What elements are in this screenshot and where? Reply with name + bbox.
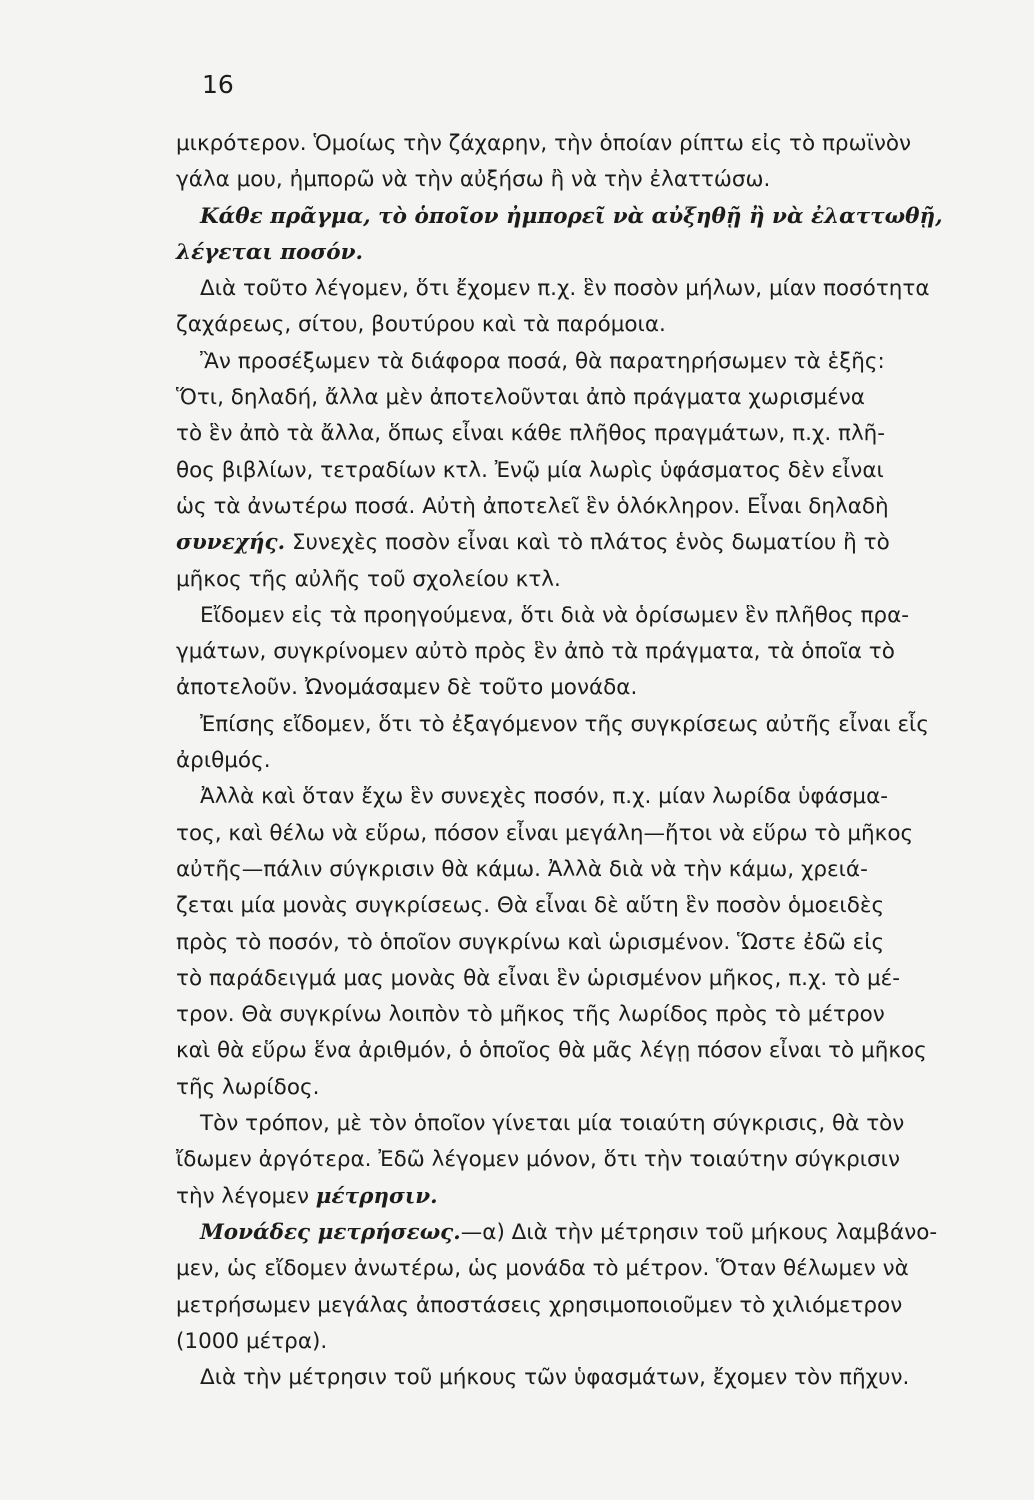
line-text: ὡς τὰ ἀνωτέρω ποσά. Αὐτὴ ἀποτελεῖ ἓν ὁλόκληρον. Εἶναι δηλαδὴ <box>176 493 889 519</box>
text-line <box>176 888 1010 924</box>
text-line <box>176 307 1010 343</box>
text-line <box>176 1288 1010 1324</box>
text-line <box>176 235 1010 271</box>
text-line <box>176 453 1010 489</box>
emphasized-term: Μονάδες μετρήσεως. <box>200 1219 461 1245</box>
line-text: καὶ θὰ εὕρω ἕνα ἀριθμόν, ὁ ὁποῖος θὰ μᾶς λέγῃ πόσον εἶναι τὸ μῆκος <box>176 1038 927 1064</box>
text-line <box>176 1251 1010 1287</box>
page-number: 16 <box>202 70 234 99</box>
line-text: τὸ ἓν ἀπὸ τὰ ἄλλα, ὅπως εἶναι κάθε πλῆθος πραγμάτων, π.χ. πλῆ- <box>176 421 886 447</box>
emphasized-term: λέγεται ποσόν. <box>176 239 363 265</box>
line-text: μῆκος τῆς αὐλῆς τοῦ σχολείου κτλ. <box>176 566 561 592</box>
text-line <box>176 1142 1010 1178</box>
emphasized-term: συνεχής. <box>176 530 286 556</box>
text-line <box>176 199 1010 235</box>
text-line <box>176 562 1010 598</box>
text-line <box>176 380 1010 416</box>
text-line <box>176 743 1010 779</box>
line-text: Ἐπίσης εἴδομεν, ὅτι τὸ ἐξαγόμενον τῆς συγκρίσεως αὐτῆς εἶναι εἷς <box>200 711 929 737</box>
text-line <box>176 1215 1010 1251</box>
text-line <box>176 997 1010 1033</box>
line-text: Διὰ τοῦτο λέγομεν, ὅτι ἔχομεν π.χ. ἓν ποσὸν μήλων, μίαν ποσότητα <box>200 276 930 302</box>
line-text: —α) Διὰ τὴν μέτρησιν τοῦ μήκους λαμβάνο- <box>460 1219 938 1245</box>
line-text: (1000 μέτρα). <box>176 1328 328 1354</box>
line-text: τος, καὶ θέλω νὰ εὕρω, πόσον εἶναι μεγάλη—ἤτοι νὰ εὕρω τὸ μῆκος <box>176 820 914 846</box>
line-text: μετρήσωμεν μεγάλας ἀποστάσεις χρησιμοποιοῦμεν τὸ χιλιόμετρον <box>176 1292 903 1318</box>
line-text: αὐτῆς—πάλιν σύγκρισιν θὰ κάμω. Ἀλλὰ διὰ νὰ τὴν κάμω, χρειά- <box>176 856 868 882</box>
line-text: ἀποτελοῦν. Ὠνομάσαμεν δὲ τοῦτο μονάδα. <box>176 675 638 701</box>
line-text: τρον. Θὰ συγκρίνω λοιπὸν τὸ μῆκος τῆς λωρίδος πρὸς τὸ μέτρον <box>176 1002 885 1028</box>
text-line <box>176 852 1010 888</box>
line-text: ζαχάρεως, σίτου, βουτύρου καὶ τὰ παρόμοια. <box>176 312 666 338</box>
line-text: ἀριθμός. <box>176 748 271 774</box>
text-line <box>176 634 1010 670</box>
text-line <box>176 271 1010 307</box>
text-line <box>176 344 1010 380</box>
text-line <box>176 1360 1010 1396</box>
line-text: ζεται μία μονὰς συγκρίσεως. Θὰ εἶναι δὲ αὕτη ἓν ποσὸν ὁμοειδὲς <box>176 893 885 919</box>
line-text: τῆς λωρίδος. <box>176 1074 320 1100</box>
text-line <box>176 816 1010 852</box>
line-text: τὴν λέγομεν <box>176 1183 316 1209</box>
line-text: γμάτων, συγκρίνομεν αὐτὸ πρὸς ἓν ἀπὸ τὰ πράγματα, τὰ ὁποῖα τὸ <box>176 639 895 665</box>
line-text: Τὸν τρόπον, μὲ τὸν ὁποῖον γίνεται μία τοιαύτη σύγκρισις, θὰ τὸν <box>200 1111 905 1137</box>
text-line <box>176 670 1010 706</box>
text-line <box>176 925 1010 961</box>
text-line <box>176 961 1010 997</box>
line-text: Εἴδομεν εἰς τὰ προηγούμενα, ὅτι διὰ νὰ ὁρίσωμεν ἓν πλῆθος πρα- <box>200 602 910 628</box>
text-line <box>176 1033 1010 1069</box>
text-line <box>176 1324 1010 1360</box>
text-line <box>176 1070 1010 1106</box>
line-text: μεν, ὡς εἴδομεν ἀνωτέρω, ὡς μονάδα τὸ μέτρον. Ὅταν θέλωμεν νὰ <box>176 1256 909 1282</box>
line-text: γάλα μου, ἠμπορῶ νὰ τὴν αὐξήσω ἢ νὰ τὴν ἐλαττώσω. <box>176 167 771 193</box>
emphasized-term: μέτρησιν. <box>315 1183 438 1209</box>
text-line <box>176 126 1010 162</box>
emphasized-term: Κάθε πρᾶγμα, τὸ ὁποῖον ἠμπορεῖ νὰ αὐξηθῇ ἢ νὰ ἐλαττωθῇ, <box>200 203 943 229</box>
line-text: Ἂν προσέξωμεν τὰ διάφορα ποσά, θὰ παρατηρήσωμεν τὰ ἑξῆς: <box>200 348 885 374</box>
line-text: Ἀλλὰ καὶ ὅταν ἔχω ἓν συνεχὲς ποσόν, π.χ. μίαν λωρίδα ὑφάσμα- <box>200 784 888 810</box>
text-line <box>176 489 1010 525</box>
line-text: Συνεχὲς ποσὸν εἶναι καὶ τὸ πλάτος ἑνὸς δωματίου ἢ τὸ <box>285 530 890 556</box>
text-line <box>176 598 1010 634</box>
line-text: τὸ παράδειγμά μας μονὰς θὰ εἶναι ἓν ὡρισμένον μῆκος, π.χ. τὸ μέ- <box>176 965 901 991</box>
body-text <box>176 126 1010 1396</box>
text-line <box>176 416 1010 452</box>
text-line <box>176 525 1010 561</box>
text-line <box>176 779 1010 815</box>
line-text: μικρότερον. Ὁμοίως τὴν ζάχαρην, τὴν ὁποίαν ρίπτω εἰς τὸ πρωϊνὸν <box>176 131 912 156</box>
line-text: θος βιβλίων, τετραδίων κτλ. Ἐνῷ μία λωρὶς ὑφάσματος δὲν εἶναι <box>176 457 884 483</box>
text-line <box>176 1179 1010 1215</box>
text-line <box>176 1106 1010 1142</box>
text-line <box>176 162 1010 198</box>
text-line <box>176 707 1010 743</box>
line-text: ἴδωμεν ἀργότερα. Ἐδῶ λέγομεν μόνον, ὅτι τὴν τοιαύτην σύγκρισιν <box>176 1147 900 1173</box>
line-text: πρὸς τὸ ποσόν, τὸ ὁποῖον συγκρίνω καὶ ὡρισμένον. Ὥστε ἐδῶ εἰς <box>176 929 885 955</box>
line-text: Διὰ τὴν μέτρησιν τοῦ μήκους τῶν ὑφασμάτων, ἔχομεν τὸν πῆχυν. <box>200 1365 910 1391</box>
line-text: Ὅτι, δηλαδή, ἄλλα μὲν ἀποτελοῦνται ἀπὸ πράγματα χωρισμένα <box>176 385 865 411</box>
